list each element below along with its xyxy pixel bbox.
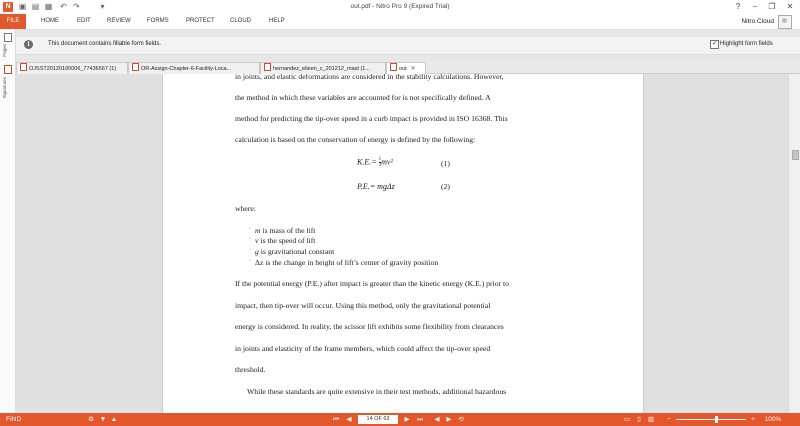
document-tab-active[interactable] xyxy=(386,62,426,74)
single-page-view-icon[interactable]: ▭ xyxy=(623,416,631,423)
document-viewer[interactable] xyxy=(16,74,788,413)
account-name[interactable]: Nitro Cloud xyxy=(741,18,774,25)
page-number-field[interactable]: 14 OF 63 xyxy=(358,415,398,424)
zoom-slider-thumb[interactable] xyxy=(715,416,718,423)
fraction-numerator: 1 xyxy=(378,157,382,162)
first-page-icon[interactable]: ⏮ xyxy=(333,416,339,423)
zoom-level[interactable]: 100% xyxy=(764,416,782,423)
customize-icon[interactable]: ▾ xyxy=(100,2,105,11)
paragraph-line: in joints and elasticity of the frame members, which could affect the tip-over speed xyxy=(235,344,491,353)
minimize-icon[interactable]: – xyxy=(752,2,758,11)
find-next-icon[interactable]: ▼ xyxy=(99,416,107,423)
zoom-out-button[interactable]: − xyxy=(667,416,671,423)
bullet-text: is gravitational constant xyxy=(258,247,335,256)
document-tab[interactable] xyxy=(16,62,128,74)
highlight-form-fields-checkbox[interactable]: ✓ xyxy=(711,41,718,47)
paragraph-line: threshold. xyxy=(235,365,266,374)
equation-rhs: mv² xyxy=(381,157,393,167)
bullet-variable: m xyxy=(255,226,261,235)
pdf-file-icon xyxy=(132,63,139,71)
previous-page-icon[interactable]: ◀ xyxy=(346,416,352,423)
redo-icon[interactable]: ↷ xyxy=(73,2,80,11)
pages-panel-label[interactable]: Pages xyxy=(2,44,7,57)
tab-help[interactable]: HELP xyxy=(269,18,285,24)
close-icon[interactable]: ✕ xyxy=(786,2,794,11)
rotate-icon[interactable]: ⟲ xyxy=(458,416,464,423)
tab-forms[interactable]: FORMS xyxy=(147,18,169,24)
file-tab[interactable]: FILE xyxy=(0,14,26,29)
equation-lhs: K.E.= xyxy=(357,157,379,167)
pdf-file-icon xyxy=(390,63,397,71)
window-title: out.pdf - Nitro Pro 9 (Expired Trial) xyxy=(350,3,450,10)
next-view-icon[interactable]: ▶ xyxy=(446,416,452,423)
form-fields-infobar xyxy=(16,37,800,55)
ribbon-tabs xyxy=(0,14,800,30)
bullet-variable: Δz xyxy=(255,258,264,267)
document-tab[interactable] xyxy=(128,62,260,74)
document-tab-label: out xyxy=(399,66,407,72)
document-tab-label: OR-Assign-Chapter-6-Facility-Loca... xyxy=(141,66,232,72)
bullet-text: is the change in height of lift’s center of gravity position xyxy=(263,258,439,267)
close-tab-icon[interactable]: ✕ xyxy=(410,66,416,72)
title-bar xyxy=(0,0,800,14)
bullet-variable: g xyxy=(255,247,259,256)
continuous-view-icon[interactable]: ▯ xyxy=(637,416,641,423)
paragraph-line: method for predicting the tip-over speed in a curb impact is provided in ISO 16368. This xyxy=(235,114,508,123)
fraction-denominator: 2 xyxy=(378,163,382,168)
two-page-view-icon[interactable]: ▥ xyxy=(647,416,655,423)
print-icon[interactable]: ▦ xyxy=(44,2,53,11)
avatar[interactable] xyxy=(778,15,792,29)
equation-potential-energy: P.E.= mgΔz xyxy=(357,182,395,191)
equation-number: (2) xyxy=(441,182,450,191)
paragraph-line: impact, then tip-over will occur. Using this method, only the gravitational potential xyxy=(235,301,491,310)
document-tab-label: hernandez_eileen_c_201212_mast (1... xyxy=(273,66,370,72)
pdf-file-icon xyxy=(264,63,271,71)
paragraph-line: the method in which these variables are accounted for is not specifically defined. A xyxy=(235,93,491,102)
pdf-page xyxy=(162,74,644,413)
bullet-item xyxy=(255,236,315,245)
paragraph-line: While these standards are quite extensive in their test methods, additional hazardous xyxy=(247,387,507,396)
infobar-message: This document contains fillable form fields. xyxy=(48,41,162,47)
bullet-item xyxy=(255,247,334,256)
bullet-marker: · xyxy=(249,226,251,232)
previous-view-icon[interactable]: ◀ xyxy=(434,416,440,423)
bullet-item xyxy=(255,258,438,267)
document-tab-label: OJSST20120100006_77436567 (1) xyxy=(29,66,117,72)
document-tab[interactable] xyxy=(260,62,386,74)
bullet-text: is the speed of lift xyxy=(258,236,316,245)
restore-icon[interactable]: ❐ xyxy=(768,2,776,11)
bullet-marker: · xyxy=(249,247,251,253)
find-button[interactable]: FIND xyxy=(6,416,22,423)
paragraph-line: calculation is based on the conservation of energy is defined by the following: xyxy=(235,135,476,144)
nitro-logo-icon[interactable]: N xyxy=(3,2,13,12)
bullet-variable: v xyxy=(255,236,259,245)
bullet-marker: · xyxy=(249,258,251,264)
bullet-text: is mass of the lift xyxy=(260,226,316,235)
zoom-in-button[interactable]: + xyxy=(751,416,755,423)
tab-review[interactable]: REVIEW xyxy=(107,18,131,24)
folder-icon[interactable]: ▣ xyxy=(18,2,27,11)
pdf-file-icon xyxy=(20,63,27,71)
pages-icon[interactable] xyxy=(4,33,12,42)
tab-edit[interactable]: EDIT xyxy=(77,18,91,24)
status-bar xyxy=(0,413,800,426)
last-page-icon[interactable]: ⏭ xyxy=(417,416,423,423)
zoom-slider[interactable] xyxy=(676,419,746,420)
help-icon[interactable]: ? xyxy=(735,2,741,11)
vertical-scrollbar[interactable] xyxy=(788,74,800,413)
paragraph-line: energy is considered. In reality, the scissor lift exhibits some flexibility from clearances xyxy=(235,322,504,331)
signatures-panel-label[interactable]: Signatures xyxy=(2,77,7,99)
document-tabs xyxy=(16,61,800,74)
equation-number: (1) xyxy=(441,159,450,168)
paragraph-line: If the potential energy (P.E.) after impact is greater than the kinetic energy (K.E.) prior to xyxy=(235,279,510,288)
bullet-item xyxy=(255,226,315,235)
bullet-marker: · xyxy=(249,236,251,242)
save-icon[interactable]: ▤ xyxy=(31,2,40,11)
info-icon: i xyxy=(24,40,33,49)
where-label: where: xyxy=(235,204,256,213)
tab-cloud[interactable]: CLOUD xyxy=(230,18,252,24)
scrollbar-thumb[interactable] xyxy=(792,150,799,160)
side-panel xyxy=(0,29,16,413)
next-page-icon[interactable]: ▶ xyxy=(404,416,410,423)
signature-icon[interactable] xyxy=(4,65,12,74)
settings-icon[interactable]: ⚙ xyxy=(88,416,94,423)
find-previous-icon[interactable]: ▲ xyxy=(110,416,118,423)
highlight-form-fields-label[interactable]: Highlight form fields xyxy=(720,41,773,47)
undo-icon[interactable]: ↶ xyxy=(60,2,67,11)
equation-kinetic-energy xyxy=(357,157,393,168)
tab-protect[interactable]: PROTECT xyxy=(186,18,215,24)
tab-home[interactable]: HOME xyxy=(41,18,59,24)
paragraph-line: in joints, and elastic deformations are considered in the stability calculations. However, xyxy=(235,74,504,81)
